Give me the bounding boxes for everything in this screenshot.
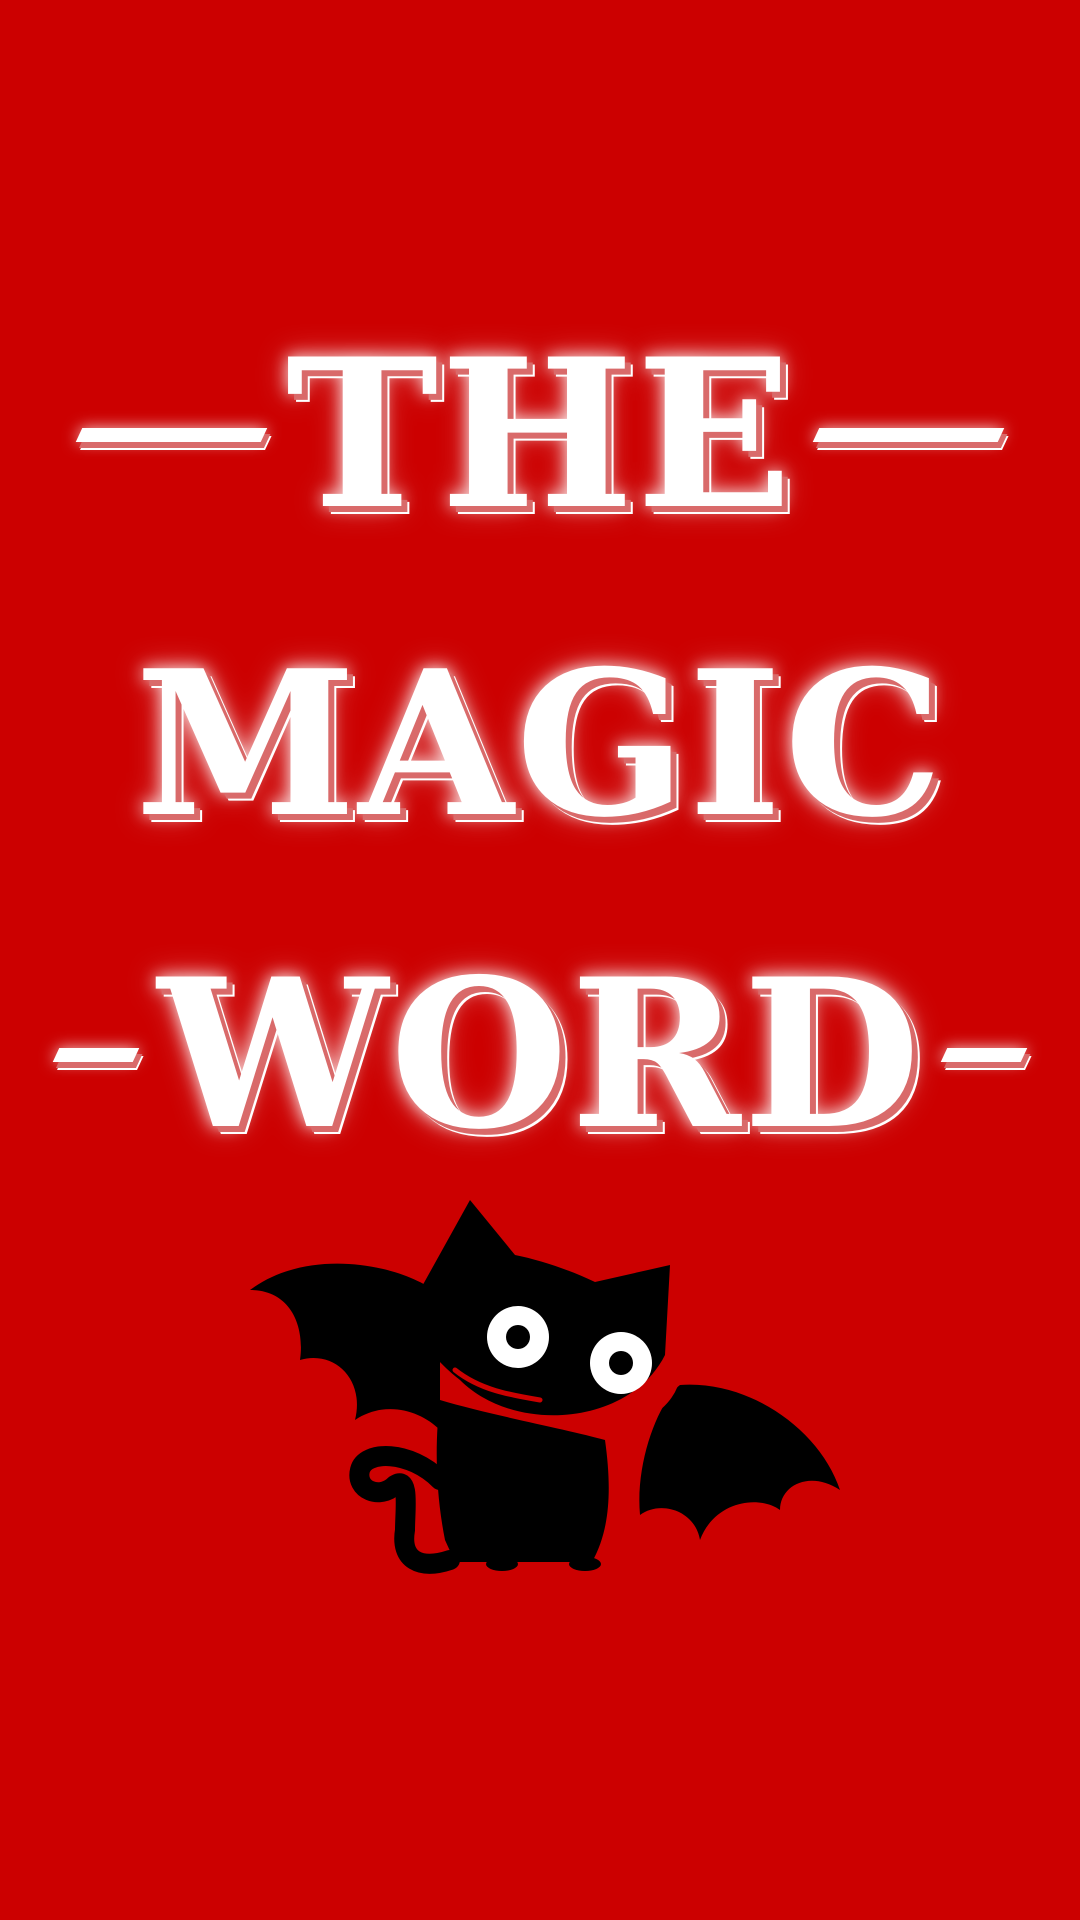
left-wing bbox=[250, 1264, 440, 1430]
title-word-the: THE bbox=[285, 314, 795, 555]
tail bbox=[359, 1456, 450, 1564]
title-word-word: WORD bbox=[157, 934, 923, 1175]
right-wing bbox=[639, 1385, 840, 1540]
title-line-1 bbox=[0, 314, 1080, 555]
title-line-3 bbox=[0, 934, 1080, 1175]
body bbox=[437, 1400, 609, 1562]
bat-cat-icon bbox=[240, 1200, 880, 1600]
title-line-2 bbox=[0, 627, 1080, 862]
decorative-rule-right bbox=[813, 428, 1005, 442]
title-word-magic: MAGIC bbox=[134, 627, 946, 862]
decorative-rule-left bbox=[75, 428, 267, 442]
decorative-rule-left bbox=[52, 1048, 139, 1062]
decorative-rule-right bbox=[941, 1048, 1028, 1062]
